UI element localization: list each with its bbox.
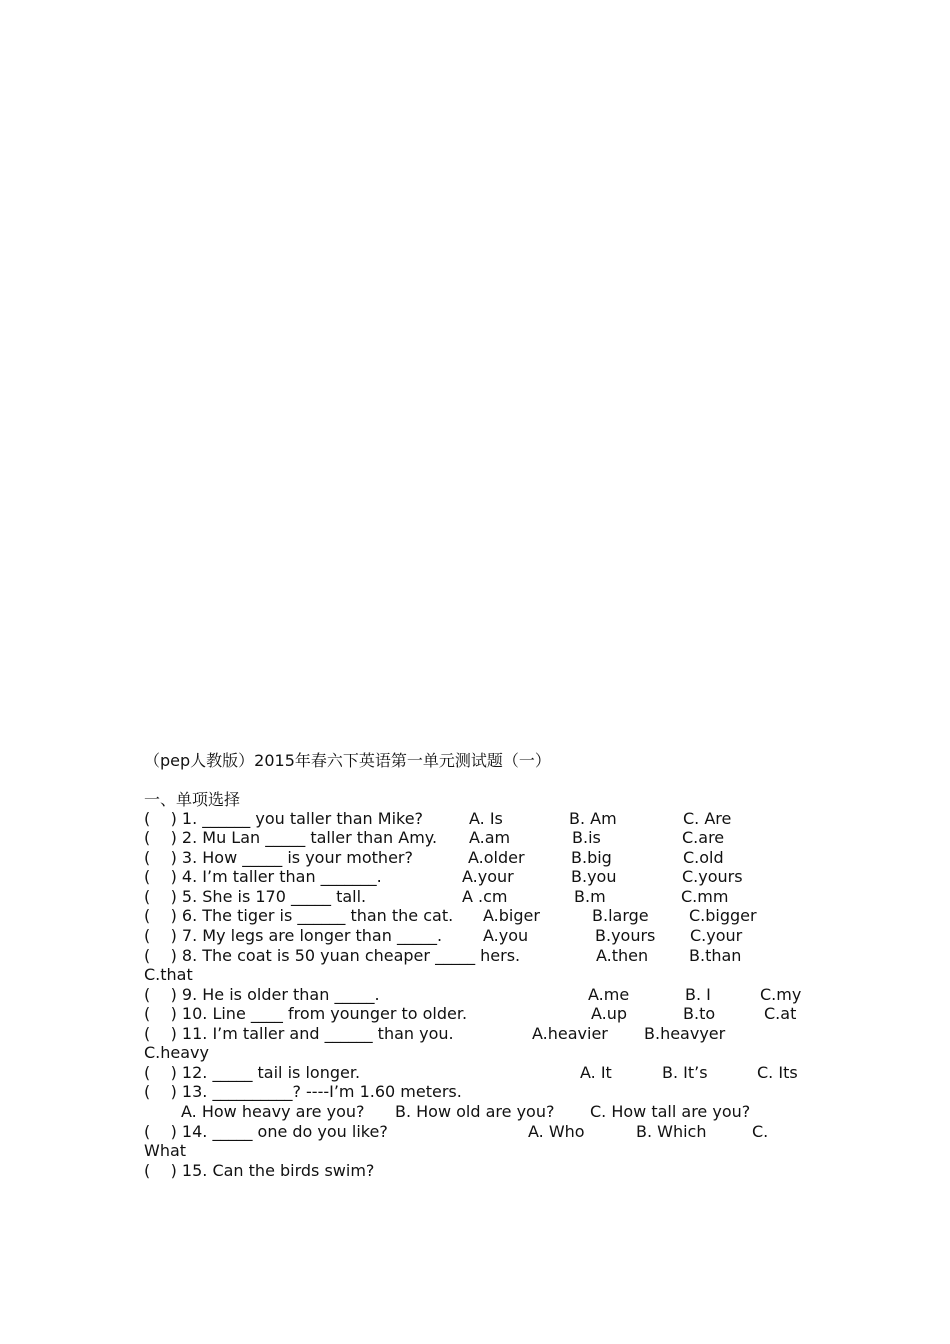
option-a: A. Is — [469, 809, 503, 828]
question-stem: ( ) 5. She is 170 _____ tall. — [144, 887, 367, 906]
question-stem: ( ) 1. ______ you taller than Mike? — [144, 809, 424, 828]
option-c: C. — [752, 1122, 769, 1141]
question-row — [144, 828, 725, 848]
option-c: C. Are — [683, 809, 732, 828]
option-c: C.old — [683, 848, 724, 867]
question-row — [144, 1122, 769, 1142]
option-c: C.my — [760, 985, 802, 1004]
option-b: B.heavyer — [644, 1024, 726, 1043]
question-row — [144, 1082, 462, 1102]
question-stem: ( ) 4. I’m taller than _______. — [144, 867, 382, 886]
question-row — [144, 926, 743, 946]
option-a: A.up — [591, 1004, 628, 1023]
option-b: B.big — [571, 848, 612, 867]
question-stem: ( ) 2. Mu Lan _____ taller than Amy. — [144, 828, 438, 847]
question-stem: ( ) 8. The coat is 50 yuan cheaper _____ hers. — [144, 946, 521, 965]
option-c: C.that — [144, 965, 193, 984]
option-a: A. How heavy are you? — [181, 1102, 365, 1121]
question-stem: ( ) 10. Line ____ from younger to older. — [144, 1004, 468, 1023]
question-stem: ( ) 3. How _____ is your mother? — [144, 848, 413, 867]
question-row — [144, 887, 729, 907]
question-row — [144, 1004, 797, 1024]
option-b: B. Am — [569, 809, 617, 828]
option-b: B.than — [689, 946, 742, 965]
option-c: C. How tall are you? — [590, 1102, 751, 1121]
option-b: B. Which — [636, 1122, 707, 1141]
option-c: C.bigger — [689, 906, 757, 925]
question-row — [144, 1063, 798, 1083]
option-a: A.am — [469, 828, 511, 847]
option-c: C.your — [690, 926, 743, 945]
question-options-row — [144, 1102, 751, 1122]
option-c: C. Its — [757, 1063, 798, 1082]
question-row — [144, 848, 724, 868]
question-row — [144, 867, 743, 887]
question-stem: ( ) 7. My legs are longer than _____. — [144, 926, 443, 945]
option-b: B.is — [572, 828, 601, 847]
option-c: C.heavy — [144, 1043, 209, 1062]
option-c-continued: What — [144, 1141, 187, 1160]
option-a: A .cm — [462, 887, 508, 906]
option-a: A.biger — [483, 906, 540, 925]
option-b: B.yours — [595, 926, 656, 945]
question-row — [144, 1024, 726, 1044]
question-stem: ( ) 14. _____ one do you like? — [144, 1122, 388, 1141]
question-stem: ( ) 12. _____ tail is longer. — [144, 1063, 361, 1082]
option-a: A.then — [596, 946, 649, 965]
option-a: A.heavier — [532, 1024, 608, 1043]
option-b: B. It’s — [662, 1063, 708, 1082]
option-a: A.me — [588, 985, 630, 1004]
option-b: B.large — [592, 906, 649, 925]
option-b: B. I — [685, 985, 711, 1004]
question-stem: ( ) 11. I’m taller and ______ than you. — [144, 1024, 454, 1043]
question-row — [144, 985, 802, 1005]
option-b: B. How old are you? — [395, 1102, 555, 1121]
question-stem: ( ) 6. The tiger is ______ than the cat. — [144, 906, 454, 925]
option-c: C.mm — [681, 887, 729, 906]
option-a: A. It — [580, 1063, 612, 1082]
question-stem: ( ) 13. __________? ----I’m 1.60 meters. — [144, 1082, 462, 1101]
question-row — [144, 946, 742, 966]
question-stem: ( ) 9. He is older than _____. — [144, 985, 380, 1004]
option-c: C.yours — [682, 867, 743, 886]
question-row — [144, 906, 757, 926]
question-stem: ( ) 15. Can the birds swim? — [144, 1161, 375, 1180]
option-b: B.you — [571, 867, 617, 886]
question-row — [144, 1161, 375, 1181]
option-c: C.are — [682, 828, 725, 847]
section-heading: 一、单项选择 — [144, 790, 241, 809]
option-a: A.your — [462, 867, 514, 886]
option-b: B.m — [574, 887, 606, 906]
document-title: （pep人教版）2015年春六下英语第一单元测试题（一） — [144, 751, 551, 770]
question-row — [144, 809, 732, 829]
option-a: A.older — [468, 848, 525, 867]
option-b: B.to — [683, 1004, 716, 1023]
option-a: A.you — [483, 926, 529, 945]
option-a: A. Who — [528, 1122, 585, 1141]
option-c: C.at — [764, 1004, 797, 1023]
